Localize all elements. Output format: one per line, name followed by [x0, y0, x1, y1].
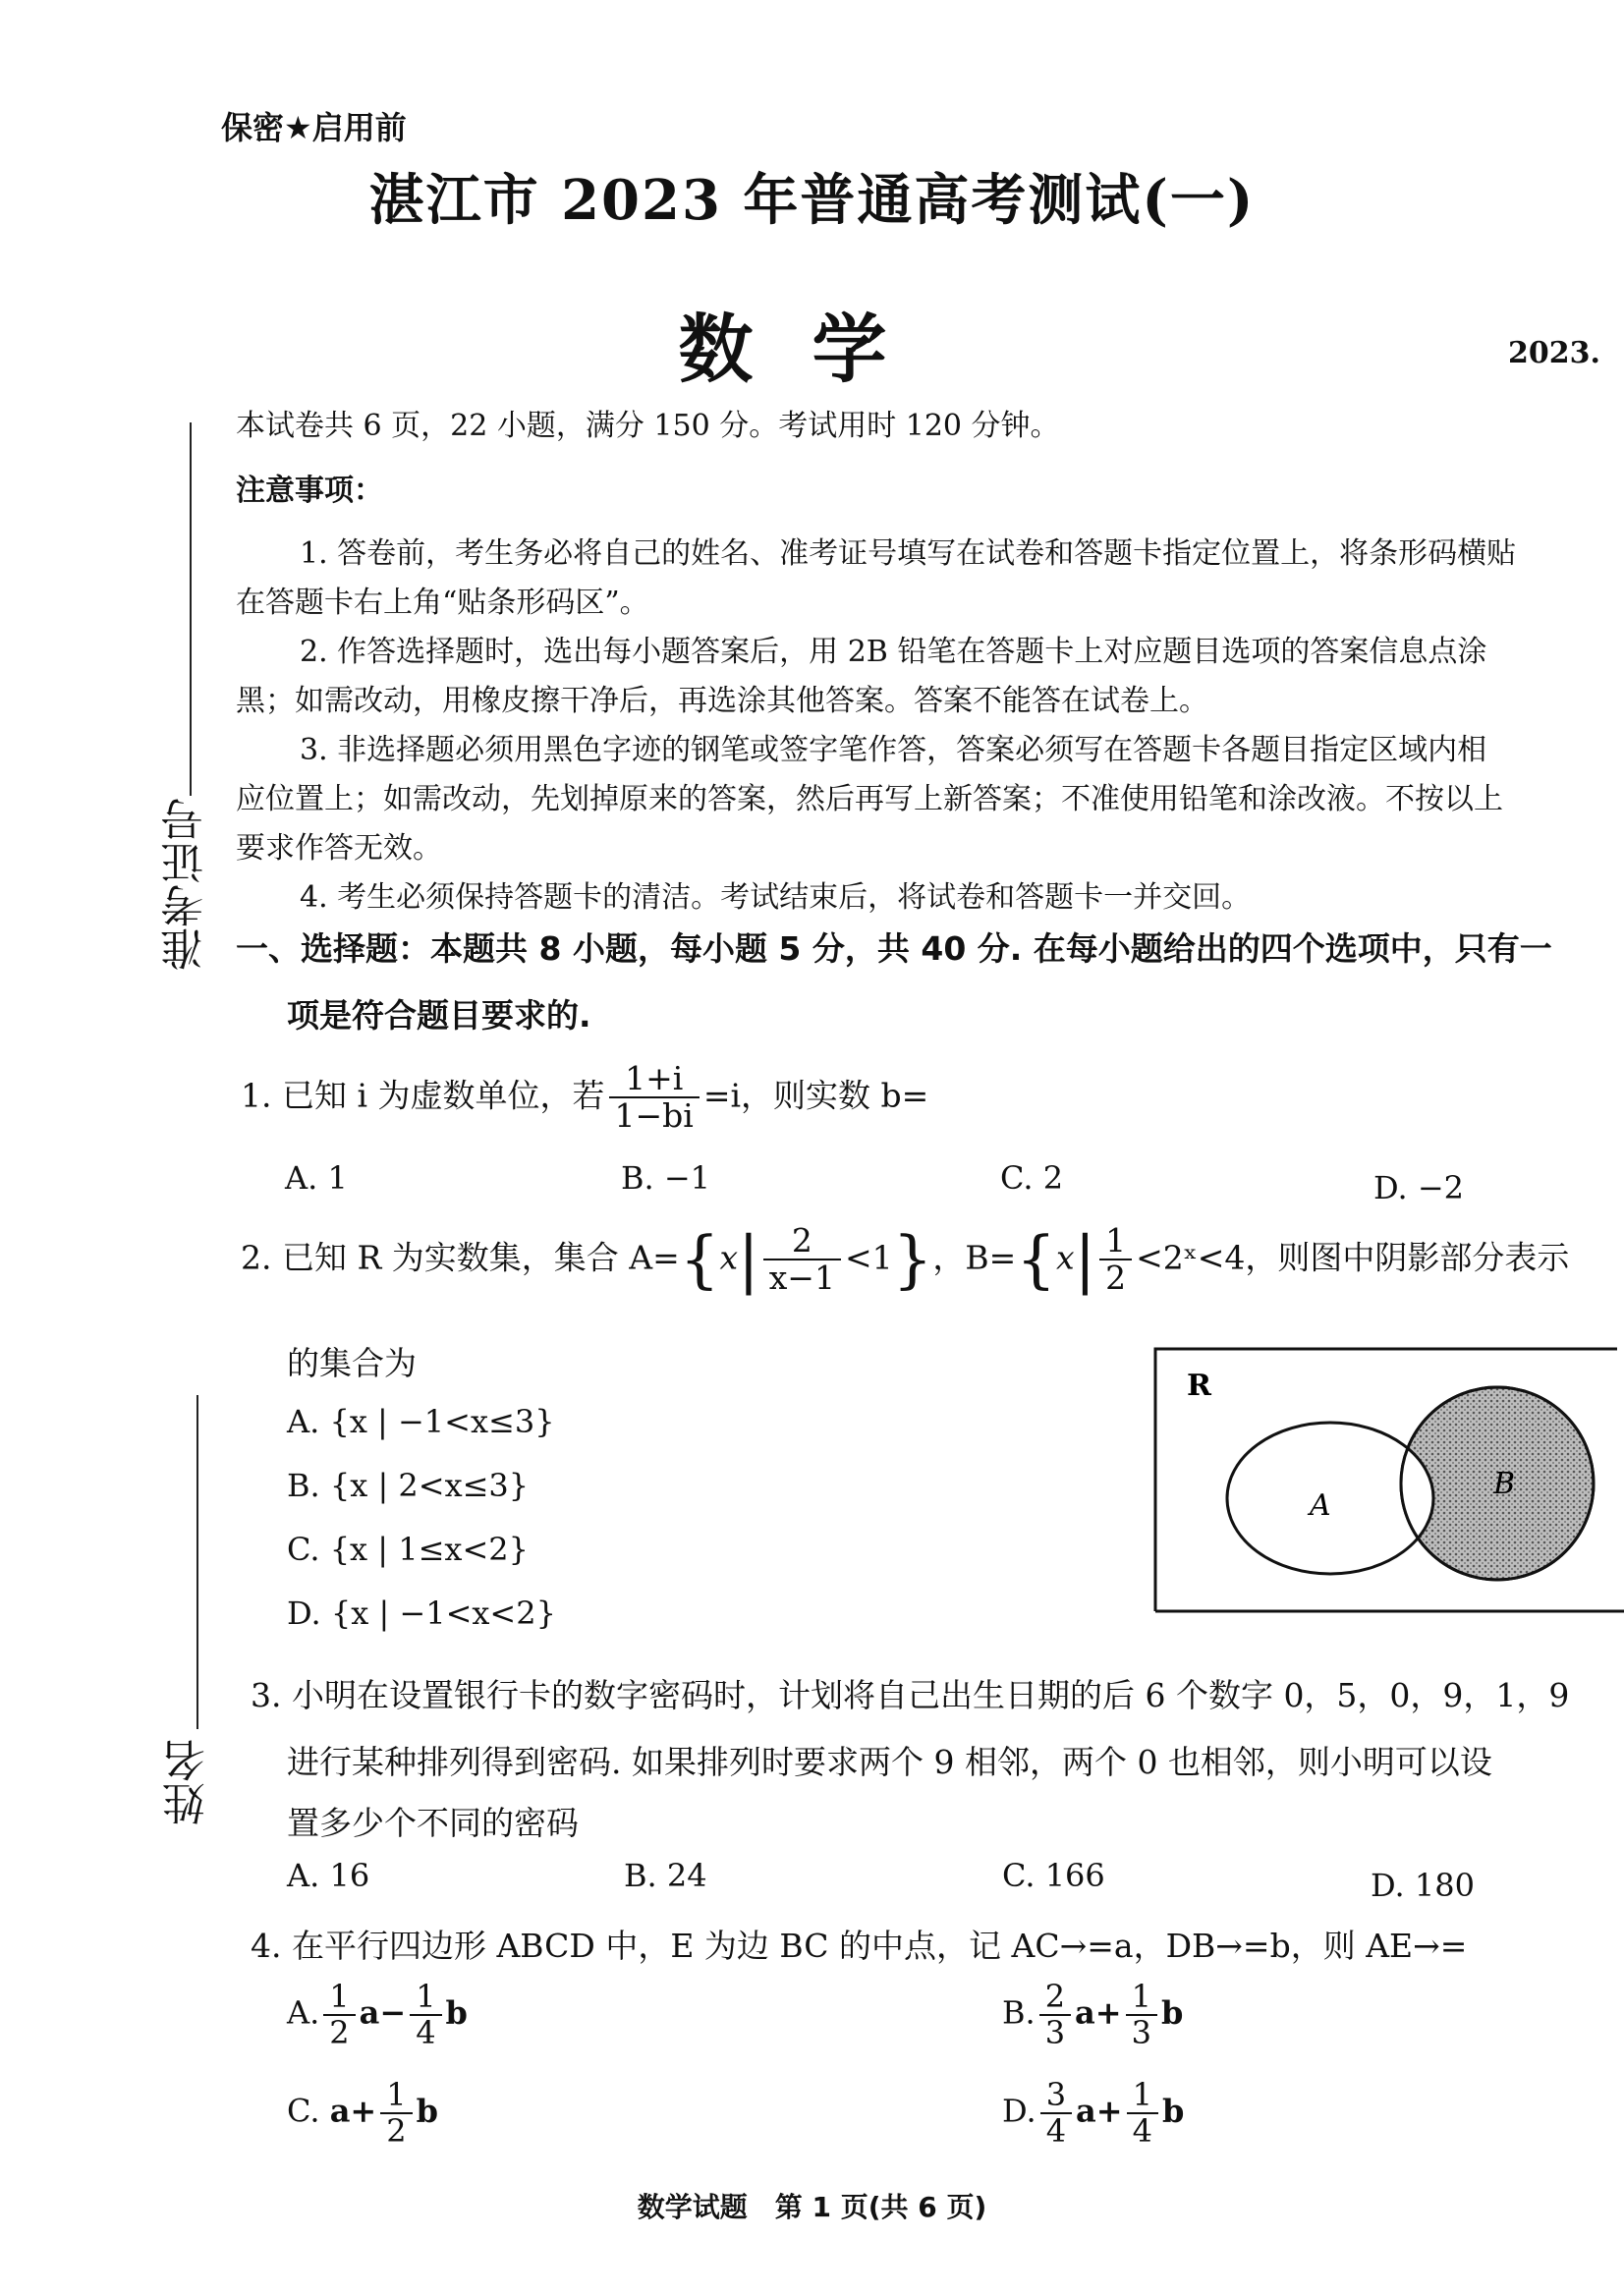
q4-b-d1: 3: [1044, 2014, 1066, 2052]
q2-var-b: x: [1055, 1238, 1075, 1277]
subject-title: 数学: [678, 306, 946, 393]
q1-option-a: A. 1: [285, 1159, 348, 1197]
question-1: [241, 1061, 928, 1135]
notice-line-3: 2. 作答选择题时，选出每小题答案后，用 2B 铅笔在答题卡上对应题目选项的答案信息点涂: [300, 635, 1487, 669]
q4-d-frac-2: [1127, 2078, 1158, 2149]
q4-b-frac-1: [1039, 1980, 1071, 2050]
q4-option-c: [287, 2078, 438, 2149]
notice-line-7: 要求作答无效。: [236, 831, 442, 866]
q2-frac-b: [1099, 1223, 1132, 1297]
q1-fraction: [609, 1061, 700, 1135]
margin-line-top: [190, 422, 192, 796]
q4-d-end: b: [1161, 2092, 1185, 2130]
q4-a-n1: 1: [323, 1980, 355, 2016]
question-4: 4. 在平行四边形 ABCD 中，E 为边 BC 的中点，记 AC→=a，DB→=b，则 AE→=: [251, 1927, 1468, 1965]
q1-suffix: =i，则实数 b=: [702, 1076, 929, 1115]
q2-set-b-rest: <2ˣ<4: [1136, 1238, 1246, 1277]
q3-option-d: D. 180: [1371, 1867, 1475, 1904]
q4-a-frac-2: [410, 1980, 441, 2050]
q4-d-d1: 4: [1045, 2112, 1067, 2151]
q4-a-frac-1: [323, 1980, 355, 2050]
name-label: 姓名: [163, 1739, 213, 1825]
notice-line-1: 1. 答卷前，考生务必将自己的姓名、准考证号填写在试卷和答题卡指定位置上，将条形码横贴: [300, 536, 1517, 571]
q4-b-frac-2: [1126, 1980, 1157, 2050]
q4-b-label: B.: [1002, 1993, 1036, 2032]
q2-prefix: 2. 已知 R 为实数集，集合 A=: [241, 1238, 680, 1277]
exam-intro: 本试卷共 6 页，22 小题，满分 150 分。考试用时 120 分钟。: [236, 409, 1060, 443]
q3-option-b: B. 24: [624, 1857, 707, 1894]
q1-frac-num: 1+i: [609, 1061, 700, 1098]
q4-d-d2: 4: [1132, 2112, 1152, 2151]
q4-a-label: A.: [287, 1993, 320, 2032]
exam-date: 2023.: [1508, 336, 1600, 370]
q1-option-d: D. −2: [1373, 1169, 1465, 1206]
page-footer: 数学试题 第 1 页(共 6 页): [637, 2191, 987, 2223]
q4-c-frac: [380, 2078, 412, 2149]
q2-set-a-rest: <1: [844, 1238, 893, 1277]
q4-b-mid: a+: [1075, 1993, 1122, 2032]
q4-a-d1: 2: [329, 2014, 350, 2052]
q2-frac-a-den: x−1: [768, 1259, 835, 1298]
q4-b-d2: 3: [1131, 2014, 1151, 2052]
q2-frac-a-num: 2: [763, 1223, 841, 1260]
q2-bar-b: |: [1074, 1223, 1096, 1297]
q2-brace-close-a: }: [892, 1223, 933, 1297]
q4-option-b: [1002, 1980, 1183, 2050]
q4-c-label: C.: [287, 2092, 320, 2130]
q2-frac-a: [763, 1223, 841, 1297]
q2-var-a: x: [719, 1238, 739, 1277]
q2-bar-a: |: [738, 1223, 759, 1297]
notice-line-4: 黑；如需改动，用橡皮擦干净后，再选涂其他答案。答案不能答在试卷上。: [236, 684, 1208, 718]
venn-label-r: R: [1187, 1369, 1211, 1403]
q3-line-2: 进行某种排列得到密码. 如果排列时要求两个 9 相邻，两个 0 也相邻，则小明可以设: [287, 1743, 1492, 1781]
q3-line-1: 3. 小明在设置银行卡的数字密码时，计划将自己出生日期的后 6 个数字 0，5，0，9，1，9: [251, 1676, 1570, 1714]
notice-heading: 注意事项：: [236, 474, 383, 508]
q2-mid: ，B=: [932, 1238, 1017, 1277]
q4-a-mid: a−: [359, 1993, 407, 2032]
q2-frac-b-num: 1: [1099, 1223, 1132, 1260]
q1-prefix: 1. 已知 i 为虚数单位，若: [241, 1076, 605, 1115]
q4-d-n2: 1: [1127, 2078, 1158, 2114]
notice-line-8: 4. 考生必须保持答题卡的清洁。考试结束后，将试卷和答题卡一并交回。: [300, 880, 1252, 915]
notice-line-5: 3. 非选择题必须用黑色字迹的钢笔或签字笔作答，答案必须写在答题卡各题目指定区域内相: [300, 733, 1487, 767]
q4-b-n1: 2: [1039, 1980, 1071, 2016]
section1-heading: 一、选择题：本题共 8 小题，每小题 5 分，共 40 分. 在每小题给出的四个选项中，只有一: [236, 929, 1552, 968]
q4-b-n2: 1: [1126, 1980, 1157, 2016]
venn-label-a: A: [1310, 1488, 1331, 1523]
q2-suffix: ，则图中阴影部分表示: [1245, 1238, 1570, 1277]
q2-frac-b-den: 2: [1105, 1259, 1127, 1298]
margin-line-middle: [196, 1395, 198, 1729]
q4-option-a: [287, 1980, 468, 2050]
confidential-label: 保密★启用前: [221, 109, 407, 146]
q4-a-d2: 4: [416, 2014, 436, 2052]
q4-d-mid: a+: [1076, 2092, 1123, 2130]
q4-d-label: D.: [1002, 2092, 1036, 2130]
notice-line-6: 应位置上；如需改动，先划掉原来的答案，然后再写上新答案；不准使用铅笔和涂改液。不按以上: [236, 782, 1503, 816]
q1-frac-den: 1−bi: [614, 1096, 694, 1136]
exam-title: 湛江市 2023 年普通高考测试(一): [368, 168, 1256, 233]
q3-option-c: C. 166: [1002, 1857, 1105, 1894]
venn-diagram: [1148, 1346, 1624, 1616]
q4-c-d2: 2: [386, 2112, 407, 2151]
q3-line-3: 置多少个不同的密码: [287, 1804, 579, 1842]
q2-option-d: D. {x | −1<x<2}: [287, 1595, 556, 1632]
q4-option-d: [1002, 2078, 1184, 2149]
q4-d-n1: 3: [1040, 2078, 1072, 2114]
q4-c-n2: 1: [380, 2078, 412, 2114]
q1-option-c: C. 2: [1000, 1159, 1064, 1197]
q2-line-2: 的集合为: [287, 1344, 417, 1382]
q4-c-pre: a+: [329, 2092, 377, 2130]
q4-a-end: b: [445, 1993, 468, 2032]
q2-option-c: C. {x | 1≤x<2}: [287, 1531, 529, 1568]
exam-id-label: 准考证号: [161, 798, 211, 971]
q1-option-b: B. −1: [621, 1159, 711, 1197]
q4-a-n2: 1: [410, 1980, 441, 2016]
section1-heading-cont: 项是符合题目要求的.: [287, 996, 591, 1035]
q4-c-end: b: [416, 2092, 438, 2130]
q3-option-a: A. 16: [287, 1857, 370, 1894]
question-2: [241, 1223, 1569, 1297]
q4-b-end: b: [1160, 1993, 1184, 2032]
notice-line-2: 在答题卡右上角“贴条形码区”。: [236, 586, 649, 620]
venn-label-b: B: [1493, 1467, 1516, 1501]
q2-option-b: B. {x | 2<x≤3}: [287, 1467, 530, 1504]
q4-d-frac-1: [1040, 2078, 1072, 2149]
q2-option-a: A. {x | −1<x≤3}: [287, 1403, 555, 1440]
q2-brace-open-a: {: [679, 1223, 720, 1297]
q2-brace-open-b: {: [1016, 1223, 1056, 1297]
